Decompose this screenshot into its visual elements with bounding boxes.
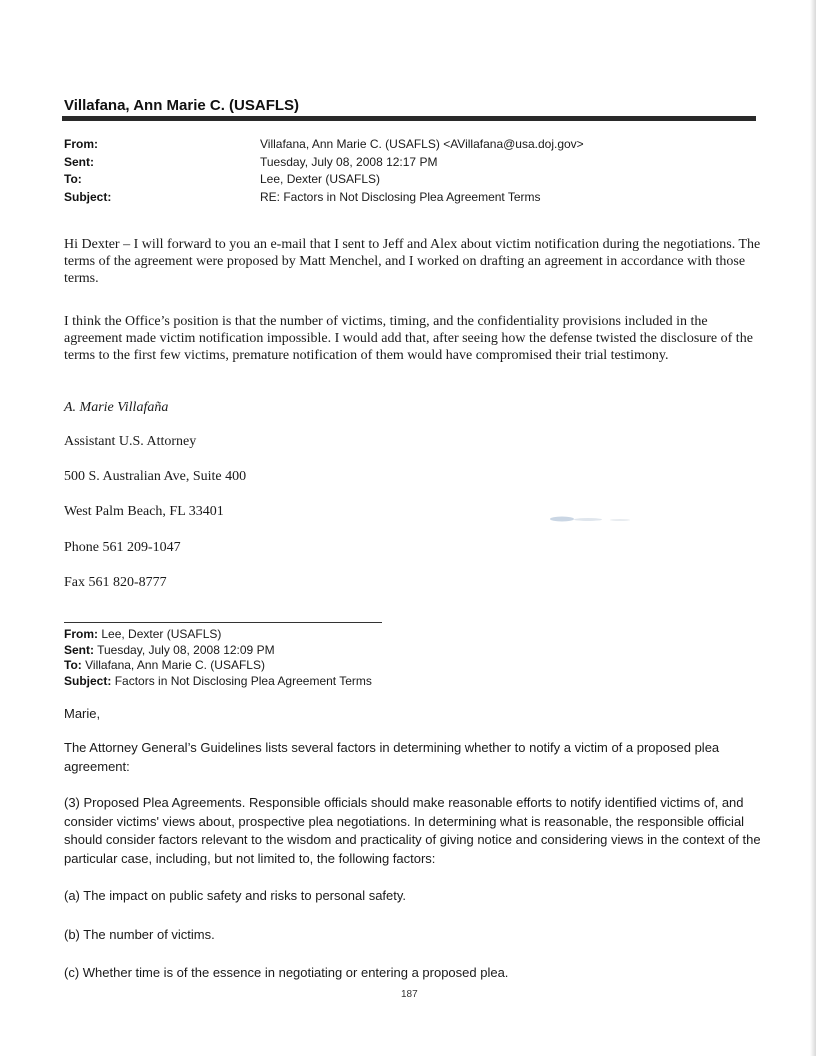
reply-paragraph: I think the Office’s position is that the number of victims, timing, and the confidentiality provisions included in the agreement made victim notification impossible. I would add that, after seeing how the defense twisted the disclosure of the terms to the first few victims, premature notification of them would have compromised their trial testimony. bbox=[64, 314, 753, 363]
sent-label: Sent: bbox=[64, 154, 94, 169]
email-header bbox=[64, 136, 584, 206]
fwd-subject-row bbox=[64, 674, 372, 690]
fwd-from-label: From: bbox=[64, 627, 98, 641]
signature-name: A. Marie Villafaña bbox=[64, 400, 169, 415]
fwd-subject-label: Subject: bbox=[64, 673, 112, 688]
to-value: Lee, Dexter (USAFLS) bbox=[260, 172, 381, 186]
fwd-sent-label: Sent: bbox=[64, 642, 94, 657]
scan-artifact bbox=[548, 515, 638, 523]
header-sent-row bbox=[64, 154, 584, 172]
header-from-row bbox=[64, 136, 584, 154]
body-paragraph: The Attorney General’s Guidelines lists several factors in determining whether to notify a victim of a proposed plea agreement: bbox=[64, 740, 720, 774]
fwd-sent-value: Tuesday, July 08, 2008 12:09 PM bbox=[97, 642, 275, 657]
quoted-separator bbox=[64, 622, 382, 623]
signature-city: West Palm Beach, FL 33401 bbox=[64, 504, 224, 519]
signature-phone: Phone 561 209-1047 bbox=[64, 540, 181, 555]
signature-fax: Fax 561 820-8777 bbox=[64, 575, 167, 590]
from-label: From: bbox=[64, 137, 98, 151]
sender-title: Villafana, Ann Marie C. (USAFLS) bbox=[64, 97, 300, 114]
reply-paragraph: Hi Dexter – I will forward to you an e-mail that I sent to Jeff and Alex about victim notification during the negotiations. The terms of the agreement were proposed by Matt Menchel, and I worked on drafting an agreement in accordance with those terms. bbox=[64, 237, 761, 286]
fwd-sent-row bbox=[64, 643, 372, 659]
from-value: Villafana, Ann Marie C. (USAFLS) <AVillafana@usa.doj.gov> bbox=[260, 137, 584, 151]
fwd-to-value: Villafana, Ann Marie C. (USAFLS) bbox=[85, 658, 265, 672]
header-to-row bbox=[64, 171, 584, 189]
forwarded-header bbox=[64, 627, 372, 689]
body-paragraph: (b) The number of victims. bbox=[64, 927, 215, 942]
body-paragraph: (a) The impact on public safety and risks to personal safety. bbox=[64, 888, 407, 903]
fwd-subject-value: Factors in Not Disclosing Plea Agreement Terms bbox=[114, 673, 372, 688]
signature-address: 500 S. Australian Ave, Suite 400 bbox=[64, 469, 247, 484]
fwd-from-row bbox=[64, 627, 372, 643]
subject-label: Subject: bbox=[64, 189, 112, 204]
scan-edge-shadow bbox=[810, 0, 816, 1056]
greeting: Marie, bbox=[64, 706, 101, 721]
subject-value: RE: Factors in Not Disclosing Plea Agreement Terms bbox=[260, 189, 541, 204]
fwd-to-label: To: bbox=[64, 658, 82, 672]
sent-value: Tuesday, July 08, 2008 12:17 PM bbox=[260, 154, 438, 169]
title-rule bbox=[62, 116, 756, 121]
to-label: To: bbox=[64, 172, 82, 186]
fwd-to-row bbox=[64, 658, 372, 674]
fwd-from-value: Lee, Dexter (USAFLS) bbox=[101, 627, 222, 641]
body-paragraph: (3) Proposed Plea Agreements. Responsible officials should make reasonable efforts to notify identified victims of, and consider victims' views about, prospective plea negotiations. In determining what is reasonable, the responsible official should consider factors relevant to the wisdom and practicality of giving notice and considering views in the context of the particular case, including, but not limited to, the following factors: bbox=[64, 795, 761, 866]
signature-title: Assistant U.S. Attorney bbox=[64, 434, 197, 449]
body-paragraph: (c) Whether time is of the essence in negotiating or entering a proposed plea. bbox=[64, 965, 509, 980]
header-subject-row bbox=[64, 189, 584, 207]
page-number: 187 bbox=[401, 989, 418, 1000]
